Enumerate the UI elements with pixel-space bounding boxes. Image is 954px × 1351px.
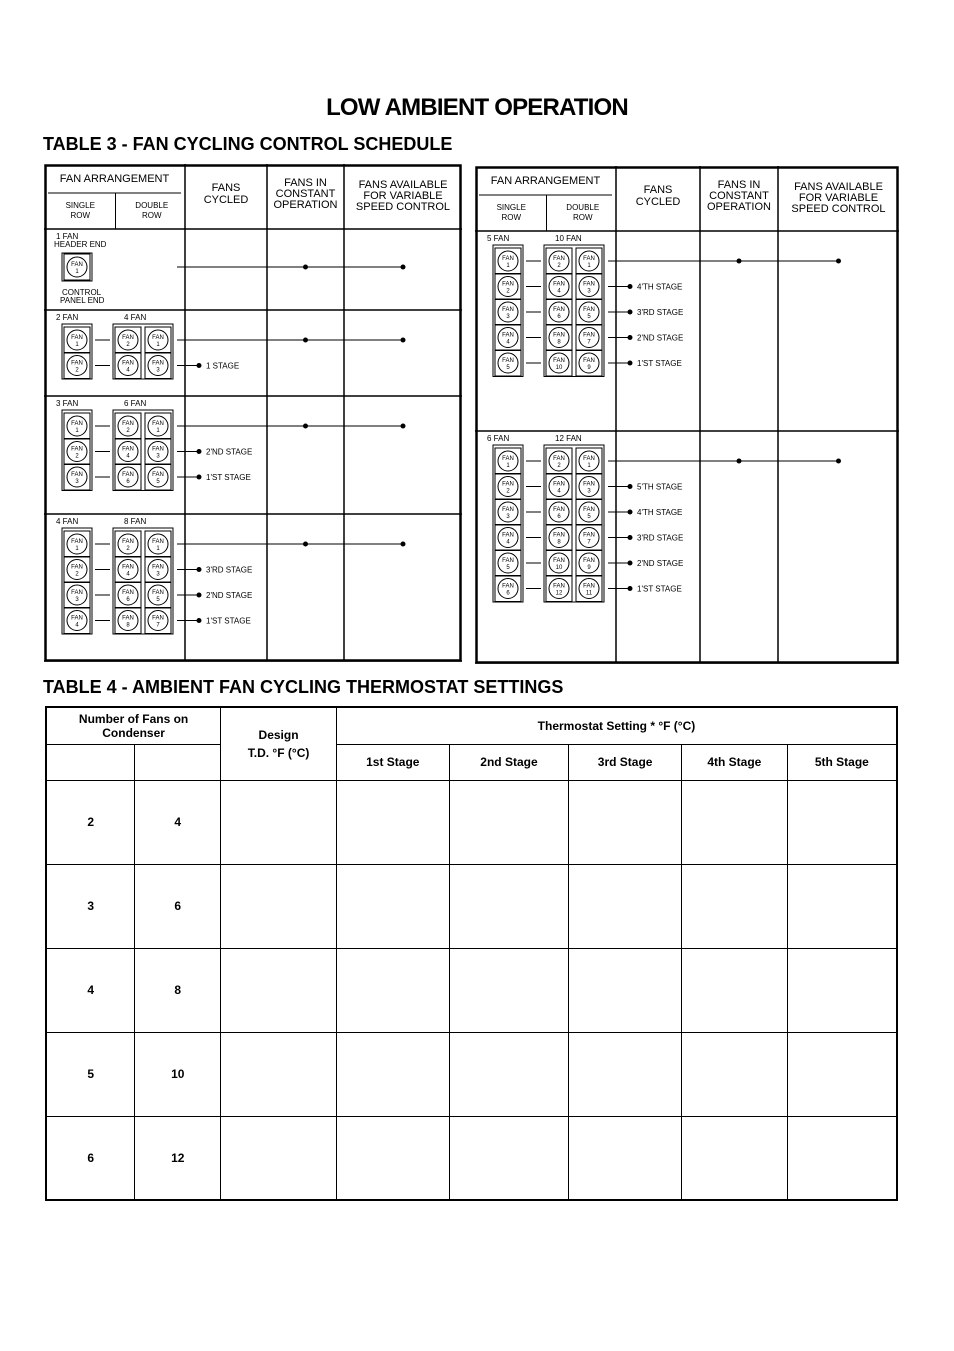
fan-number: 4 (557, 288, 561, 295)
fan-label: FAN (583, 358, 595, 364)
connection-dot (628, 361, 633, 366)
fan-label: FAN (583, 456, 595, 462)
stage-label: 3'RD STAGE (637, 533, 684, 543)
design-td-header (221, 707, 337, 780)
connection-dot (836, 259, 841, 264)
fan-label: FAN (502, 358, 514, 364)
fan-number: 12 (555, 590, 563, 597)
fans-variable-header: FOR VARIABLE (363, 190, 443, 202)
fan-label: FAN (71, 590, 83, 596)
fan-number: 1 (75, 269, 79, 275)
single-row-header: SINGLE (65, 201, 95, 210)
fan-label: FAN (553, 256, 565, 262)
fan-label: FAN (583, 583, 595, 590)
empty-header-cell (46, 744, 135, 780)
fans-constant-header: OPERATION (273, 199, 338, 211)
fan-label: FAN (152, 539, 164, 545)
double-row-label: 10 FAN (555, 234, 582, 243)
stage-label: 5'TH STAGE (637, 482, 683, 492)
stage-header: 5th Stage (787, 744, 897, 780)
fan-number: 2 (126, 342, 130, 348)
fan-number: 3 (587, 488, 591, 495)
fan-number: 7 (156, 622, 160, 629)
table-row (46, 864, 897, 948)
fan-label: FAN (553, 507, 565, 513)
fan-label: FAN (583, 507, 595, 513)
table-border (46, 166, 461, 661)
fan-label: FAN (152, 564, 164, 571)
single-row-label: 1 FAN (56, 232, 79, 241)
double-row-header: DOUBLE (135, 201, 169, 210)
table-cell (449, 1032, 569, 1116)
table-cell (336, 864, 449, 948)
double-row-count: 4 (135, 780, 221, 864)
fan-number: 9 (587, 365, 591, 371)
table-cell (787, 864, 897, 948)
fans-variable-header: FOR VARIABLE (798, 192, 879, 204)
fan-number: 6 (126, 479, 130, 485)
fan-arrangement-header: FAN ARRANGEMENT (59, 173, 170, 185)
fan-label: FAN (152, 446, 164, 453)
fan-label: FAN (152, 590, 164, 596)
fan-label: FAN (502, 456, 514, 462)
table-cell (336, 1032, 449, 1116)
fan-label: FAN (152, 615, 164, 622)
table-cell (336, 948, 449, 1032)
fans-cycled-header: CYCLED (635, 196, 681, 208)
fan-number: 2 (506, 488, 510, 495)
double-row-count: 12 (135, 1116, 221, 1200)
stage-label: 2'ND STAGE (206, 591, 253, 600)
fan-number: 2 (126, 546, 130, 552)
connection-dot (401, 265, 406, 270)
connection-dot (628, 561, 633, 566)
double-row-header: DOUBLE (566, 203, 600, 212)
table-cell (569, 864, 682, 948)
fan-number: 4 (506, 339, 510, 346)
fan-number: 3 (587, 288, 591, 295)
fan-number: 4 (126, 453, 130, 460)
fan-number: 3 (75, 479, 79, 485)
fan-number: 8 (126, 622, 130, 629)
fan-label: FAN (583, 256, 595, 262)
fan-number: 2 (75, 571, 79, 578)
single-row-count: 6 (46, 1116, 135, 1200)
double-row-header: ROW (141, 211, 162, 220)
table-cell (221, 948, 337, 1032)
double-row-header: ROW (572, 213, 593, 222)
connection-dot (737, 459, 742, 464)
stage-label: 4'TH STAGE (637, 508, 683, 517)
connection-dot (197, 567, 202, 572)
fan-number: 1 (506, 463, 510, 469)
single-row-header: ROW (501, 213, 522, 222)
table-cell (449, 948, 569, 1032)
fan-label: FAN (583, 558, 595, 564)
fan-label: FAN (553, 281, 565, 288)
table3-heading: TABLE 3 - FAN CYCLING CONTROL SCHEDULE (43, 134, 453, 154)
fan-number: 8 (557, 339, 561, 346)
table-cell (682, 948, 788, 1032)
fan-number: 5 (587, 514, 591, 520)
fans-variable-header: FANS AVAILABLE (358, 179, 448, 191)
fan-label: FAN (502, 507, 514, 513)
control-panel-label: PANEL END (60, 296, 105, 305)
fan-label: FAN (502, 307, 514, 313)
table-cell (682, 780, 788, 864)
single-row-count: 3 (46, 864, 135, 948)
fan-label: FAN (583, 332, 595, 339)
table-cell (787, 1032, 897, 1116)
fan-label: FAN (553, 358, 565, 364)
fans-constant-header: OPERATION (707, 201, 771, 213)
fan-number: 3 (156, 367, 160, 374)
fan-arrangement-header: FAN ARRANGEMENT (490, 175, 601, 187)
stage-label: 1'ST STAGE (206, 473, 251, 482)
fan-label: FAN (553, 332, 565, 339)
fans-constant-header: CONSTANT (709, 190, 769, 202)
fan-label: FAN (502, 281, 514, 288)
stage-label: 3'RD STAGE (637, 308, 684, 317)
fan-number: 5 (156, 479, 160, 485)
fan-number: 4 (126, 571, 130, 578)
connection-dot (303, 424, 308, 429)
fan-label: FAN (122, 539, 134, 545)
fan-number: 6 (506, 590, 510, 597)
fan-number: 3 (156, 571, 160, 578)
single-row-label: 3 FAN (56, 399, 79, 408)
table-cell (449, 864, 569, 948)
single-row-count: 5 (46, 1032, 135, 1116)
fan-number: 1 (156, 342, 160, 348)
empty-header-cell (135, 744, 221, 780)
fan-number: 1 (156, 428, 160, 434)
design-label: Design (258, 727, 299, 742)
table3-right-panel (475, 166, 899, 665)
fans-cycled-header: CYCLED (203, 194, 249, 206)
fans-on-condenser-header: Number of Fans on Condenser (46, 707, 221, 744)
table-cell (221, 1116, 337, 1200)
connection-dot (737, 259, 742, 264)
fan-number: 3 (156, 453, 160, 460)
fan-number: 5 (506, 365, 510, 371)
connection-dot (303, 338, 308, 343)
stage-header: 3rd Stage (569, 744, 682, 780)
page-title: LOW AMBIENT OPERATION (326, 94, 628, 121)
single-row-label: 2 FAN (56, 313, 79, 322)
single-row-header: ROW (70, 211, 91, 220)
fan-label: FAN (553, 307, 565, 313)
fan-number: 2 (75, 367, 79, 374)
stage-label: 2'ND STAGE (206, 447, 253, 457)
fan-number: 2 (75, 453, 79, 460)
thermostat-settings-table (45, 706, 898, 1201)
fan-label: FAN (71, 472, 83, 478)
single-row-label: 4 FAN (56, 517, 79, 526)
fan-label: FAN (502, 583, 514, 590)
single-row-label: 5 FAN (487, 234, 510, 243)
connection-dot (401, 424, 406, 429)
connection-dot (628, 535, 633, 540)
fan-label: FAN (553, 481, 565, 488)
fan-number: 1 (75, 428, 79, 434)
fan-label: FAN (502, 558, 514, 564)
table3-left-panel (44, 164, 462, 663)
fan-label: FAN (583, 481, 595, 488)
fans-cycled-header: FANS (211, 182, 241, 194)
connection-dot (197, 593, 202, 598)
fan-label: FAN (71, 539, 83, 545)
stage-label: 3'RD STAGE (206, 565, 253, 575)
fan-label: FAN (122, 564, 134, 571)
fan-number: 7 (587, 539, 591, 546)
fan-number: 1 (156, 546, 160, 552)
double-row-label: 4 FAN (124, 313, 147, 322)
fan-number: 10 (555, 565, 563, 571)
stage-label: 4'TH STAGE (637, 282, 683, 292)
fan-label: FAN (122, 360, 134, 367)
fan-label: FAN (71, 446, 83, 453)
stage-label: 2'ND STAGE (637, 559, 684, 568)
stage-label: 1'ST STAGE (637, 584, 682, 594)
table-cell (787, 948, 897, 1032)
connection-dot (628, 310, 633, 315)
fan-number: 2 (126, 428, 130, 434)
thermostat-setting-header: Thermostat Setting * °F (°C) (336, 707, 897, 744)
fan-number: 6 (126, 597, 130, 603)
table-row (46, 948, 897, 1032)
connection-dot (836, 459, 841, 464)
connection-dot (628, 284, 633, 289)
connection-dot (628, 335, 633, 340)
double-row-count: 8 (135, 948, 221, 1032)
table4-heading: TABLE 4 - AMBIENT FAN CYCLING THERMOSTAT SETTINGS (43, 677, 564, 697)
single-row-count: 4 (46, 948, 135, 1032)
table-cell (682, 864, 788, 948)
fan-label: FAN (71, 564, 83, 571)
fan-number: 11 (585, 590, 593, 597)
fan-label: FAN (583, 307, 595, 313)
table-row (46, 780, 897, 864)
fan-label: FAN (122, 421, 134, 427)
fan-label: FAN (583, 281, 595, 288)
connection-dot (197, 618, 202, 623)
fan-number: 3 (506, 314, 510, 320)
fan-label: FAN (122, 446, 134, 453)
table-cell (787, 780, 897, 864)
fan-number: 8 (557, 539, 561, 546)
fan-label: FAN (152, 421, 164, 427)
stage-header: 1st Stage (336, 744, 449, 780)
fans-constant-header: FANS IN (284, 177, 327, 189)
single-row-header: SINGLE (496, 203, 526, 212)
connection-dot (197, 475, 202, 480)
connection-dot (628, 586, 633, 591)
fan-number: 1 (75, 546, 79, 552)
connection-dot (197, 363, 202, 368)
fan-number: 5 (156, 597, 160, 603)
fans-constant-header: FANS IN (717, 179, 761, 191)
fan-number: 7 (587, 339, 591, 346)
fan-number: 2 (506, 288, 510, 295)
table-row (46, 1032, 897, 1116)
table-cell (221, 780, 337, 864)
single-row-label: 6 FAN (487, 434, 510, 443)
fan-label: FAN (152, 360, 164, 367)
fan-number: 3 (506, 514, 510, 520)
fan-number: 4 (75, 622, 79, 629)
connection-dot (401, 542, 406, 547)
fan-number: 5 (506, 565, 510, 571)
connection-dot (303, 542, 308, 547)
table-row (46, 1116, 897, 1200)
fan-label: FAN (553, 558, 565, 564)
fan-number: 1 (75, 342, 79, 348)
fan-label: FAN (71, 262, 83, 268)
fan-number: 4 (557, 488, 561, 495)
table-cell (569, 780, 682, 864)
table-cell (682, 1116, 788, 1200)
single-row-count: 2 (46, 780, 135, 864)
double-row-count: 10 (135, 1032, 221, 1116)
fan-number: 10 (555, 365, 563, 371)
fan-number: 2 (557, 263, 561, 269)
double-row-label: 12 FAN (555, 434, 582, 443)
fan-number: 6 (557, 314, 561, 320)
stage-label: 2'ND STAGE (637, 333, 684, 343)
design-unit-label: T.D. °F (°C) (247, 745, 310, 760)
fan-label: FAN (152, 472, 164, 478)
stage-label: 1 STAGE (206, 361, 240, 371)
fan-label: FAN (553, 532, 565, 539)
double-row-label: 6 FAN (124, 399, 147, 408)
fans-constant-header: CONSTANT (275, 188, 336, 200)
fan-label: FAN (71, 360, 83, 367)
fan-number: 1 (587, 463, 591, 469)
stage-label: 1'ST STAGE (637, 359, 682, 368)
fan-label: FAN (71, 421, 83, 427)
table-cell (449, 780, 569, 864)
fan-label: FAN (122, 335, 134, 341)
table-cell (569, 1116, 682, 1200)
connection-dot (197, 449, 202, 454)
fan-label: FAN (152, 335, 164, 341)
table-cell (569, 1032, 682, 1116)
fan-label: FAN (502, 481, 514, 488)
fan-number: 4 (126, 367, 130, 374)
fan-label: FAN (502, 256, 514, 262)
fan-label: FAN (122, 472, 134, 478)
connection-dot (401, 338, 406, 343)
fan-number: 2 (557, 463, 561, 469)
fan-label: FAN (71, 335, 83, 341)
fan-number: 3 (75, 597, 79, 603)
fan-label: FAN (122, 615, 134, 622)
fan-label: FAN (553, 583, 565, 590)
connection-dot (303, 265, 308, 270)
connection-dot (628, 484, 633, 489)
double-row-count: 6 (135, 864, 221, 948)
stage-label: 1'ST STAGE (206, 616, 251, 626)
fan-label: FAN (553, 456, 565, 462)
connection-dot (628, 510, 633, 515)
fan-label: FAN (71, 615, 83, 622)
fan-number: 4 (506, 539, 510, 546)
fan-number: 9 (587, 565, 591, 571)
table-cell (221, 864, 337, 948)
table-cell (336, 780, 449, 864)
fans-variable-header: SPEED CONTROL (355, 201, 451, 213)
fan-number: 6 (557, 514, 561, 520)
fan-label: FAN (122, 590, 134, 596)
double-row-label: 8 FAN (124, 517, 147, 526)
table-cell (682, 1032, 788, 1116)
fan-label: FAN (502, 332, 514, 339)
table-cell (449, 1116, 569, 1200)
fan-number: 1 (506, 263, 510, 269)
table-cell (336, 1116, 449, 1200)
header-end-label: HEADER END (54, 240, 107, 249)
fan-label: FAN (502, 532, 514, 539)
control-panel-label: CONTROL (62, 288, 102, 297)
fans-cycled-header: FANS (643, 184, 673, 196)
fan-label: FAN (583, 532, 595, 539)
fans-variable-header: SPEED CONTROL (791, 203, 886, 215)
stage-header: 4th Stage (682, 744, 788, 780)
stage-header: 2nd Stage (449, 744, 569, 780)
table-cell (787, 1116, 897, 1200)
fan-number: 5 (587, 314, 591, 320)
table-cell (221, 1032, 337, 1116)
fans-variable-header: FANS AVAILABLE (794, 181, 883, 193)
fan-number: 1 (587, 263, 591, 269)
table-cell (569, 948, 682, 1032)
